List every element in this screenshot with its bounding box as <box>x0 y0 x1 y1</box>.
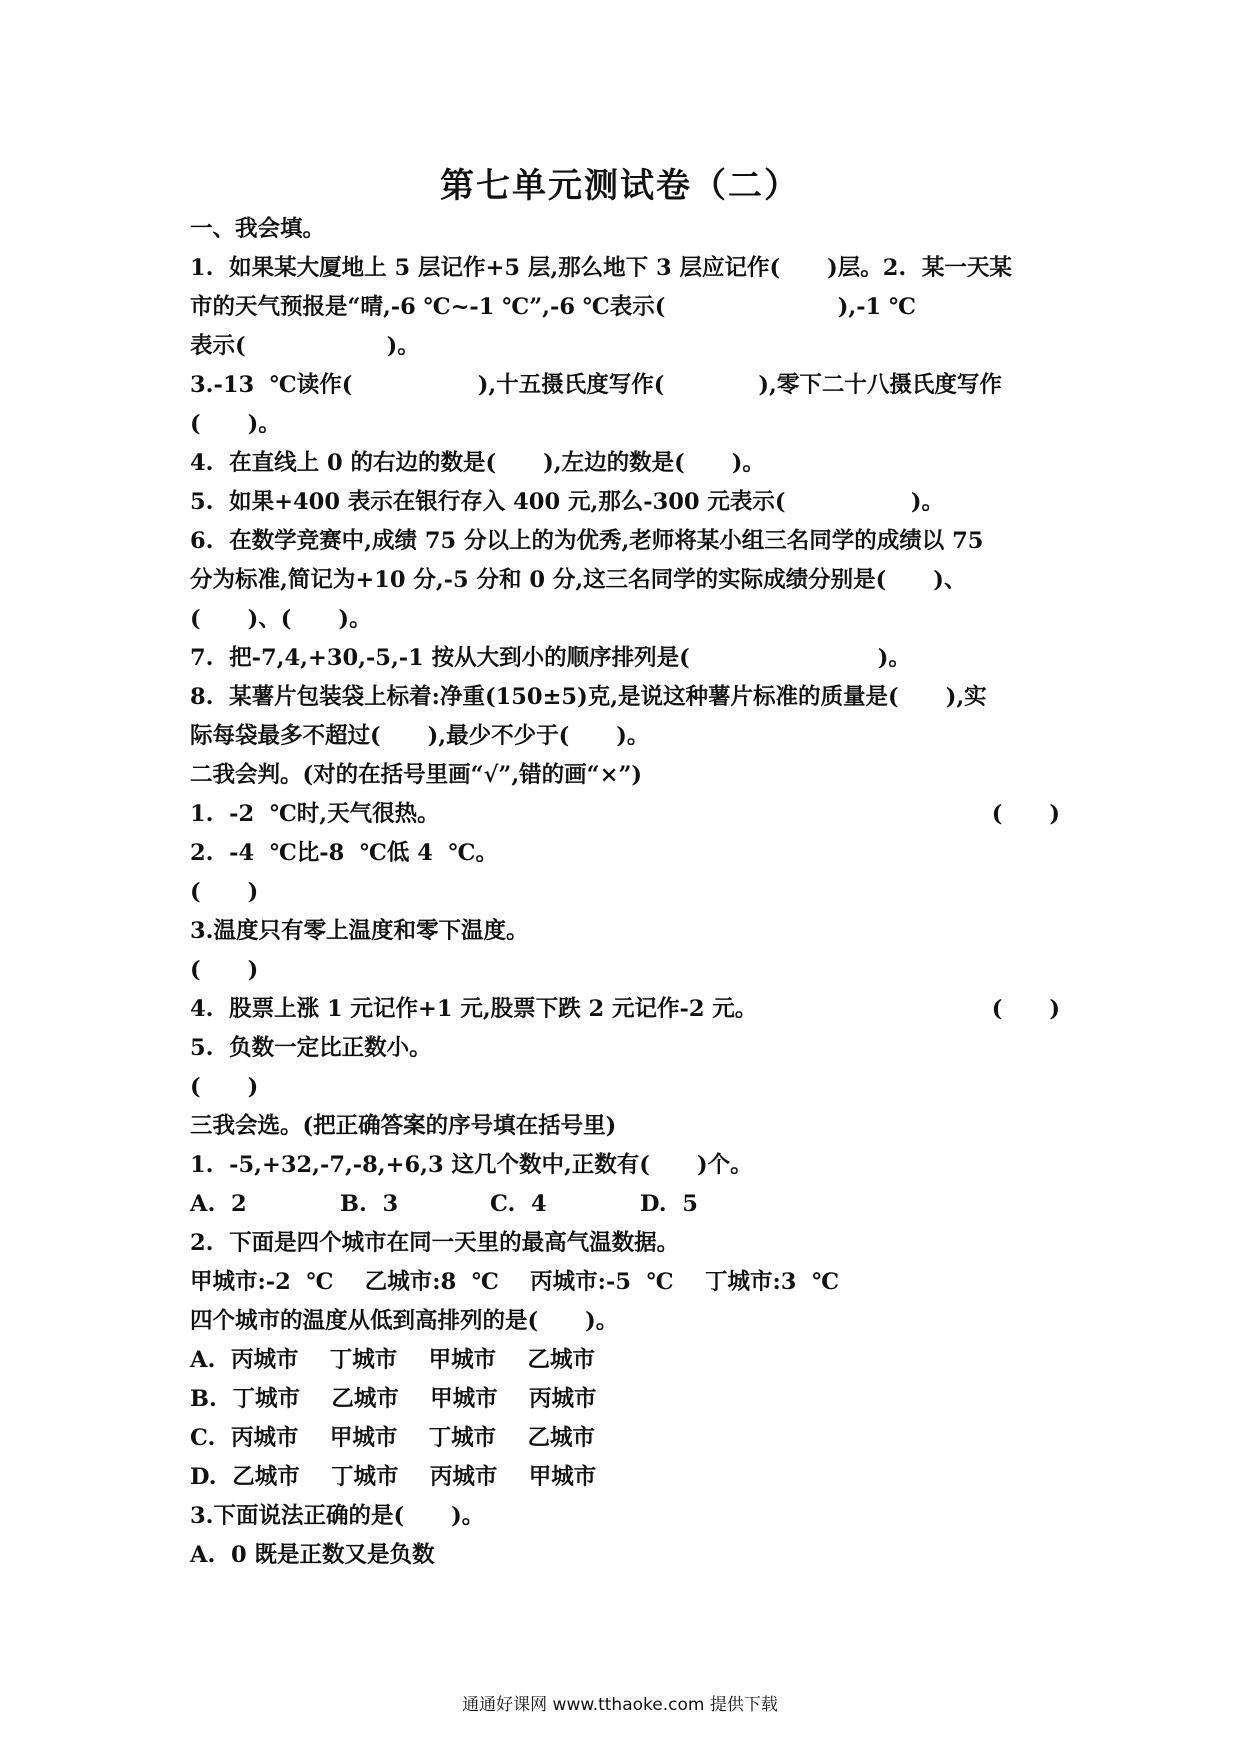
choice-question-text: 3.下面说法正确的是( )。 <box>190 1503 485 1529</box>
section-heading: 三我会选。(把正确答案的序号填在括号里) <box>190 1113 617 1139</box>
question-line: 市的天气预报是“晴,-6 ℃~-1 ℃”,-6 ℃表示( ),-1 ℃ <box>190 294 917 320</box>
option: A. 丙城市 丁城市 甲城市 乙城市 <box>190 1347 595 1373</box>
question-line: 际每袋最多不超过( ),最少不少于( )。 <box>190 723 650 749</box>
judge-question <box>190 795 1060 834</box>
option: D. 乙城市 丁城市 丙城市 甲城市 <box>190 1464 597 1490</box>
judge-question <box>190 990 1060 1029</box>
question-line: ( )。 <box>190 411 281 437</box>
section-heading: 二我会判。(对的在括号里画“√”,错的画“×”) <box>190 762 643 788</box>
judge-question-text: 5. 负数一定比正数小。 <box>190 1035 432 1061</box>
judge-question-text: 3.温度只有零上温度和零下温度。 <box>190 918 529 944</box>
judge-question-text: 1. -2 ℃时,天气很热。 <box>190 801 440 827</box>
section-heading: 一、我会填。 <box>190 216 326 242</box>
answer-parentheses: ( ) <box>190 1074 259 1100</box>
choice-question-text: 四个城市的温度从低到高排列的是( )。 <box>190 1308 619 1334</box>
question-line: 5. 如果+400 表示在银行存入 400 元,那么-300 元表示( )。 <box>190 489 945 515</box>
option: C. 丙城市 甲城市 丁城市 乙城市 <box>190 1425 596 1451</box>
option: C. 4 <box>490 1191 547 1217</box>
option: B. 丁城市 乙城市 甲城市 丙城市 <box>190 1386 597 1412</box>
question-line: 3.-13 ℃读作( ),十五摄氏度写作( ),零下二十八摄氏度写作 <box>190 372 1002 398</box>
question-line: 表示( )。 <box>190 333 420 359</box>
answer-parentheses: ( ) <box>991 801 1060 827</box>
judge-question-text: 2. -4 ℃比-8 ℃低 4 ℃。 <box>190 840 499 866</box>
answer-parentheses: ( ) <box>991 996 1060 1022</box>
choice-options <box>190 1185 1060 1224</box>
question-line: 分为标准,简记为+10 分,-5 分和 0 分,这三名同学的实际成绩分别是( )、 <box>190 567 967 593</box>
temperature-data: 甲城市:-2 ℃ 乙城市:8 ℃ 丙城市:-5 ℃ 丁城市:3 ℃ <box>190 1269 840 1295</box>
question-line: 7. 把-7,4,+30,-5,-1 按从大到小的顺序排列是( )。 <box>190 645 911 671</box>
option: A. 2 <box>190 1191 247 1217</box>
question-line: 8. 某薯片包装袋上标着:净重(150±5)克,是说这种薯片标准的质量是( ),实 <box>190 684 987 710</box>
option: D. 5 <box>640 1191 698 1217</box>
option: B. 3 <box>340 1191 399 1217</box>
choice-question-text: 2. 下面是四个城市在同一天里的最高气温数据。 <box>190 1230 680 1256</box>
choice-question-text: 1. -5,+32,-7,-8,+6,3 这几个数中,正数有( )个。 <box>190 1152 753 1178</box>
question-line: 4. 在直线上 0 的右边的数是( ),左边的数是( )。 <box>190 450 765 476</box>
judge-question-text: 4. 股票上涨 1 元记作+1 元,股票下跌 2 元记作-2 元。 <box>190 996 758 1022</box>
footer-watermark: 通通好课网 www.tthaoke.com 提供下载 <box>462 1695 778 1715</box>
question-line: 1. 如果某大厦地上 5 层记作+5 层,那么地下 3 层应记作( )层。2. 某一天某 <box>190 255 1012 281</box>
answer-parentheses: ( ) <box>190 879 259 905</box>
option: A. 0 既是正数又是负数 <box>190 1542 435 1568</box>
exam-body <box>190 210 1060 1575</box>
page-title: 第七单元测试卷（二） <box>440 166 800 206</box>
question-line: ( )、( )。 <box>190 606 372 632</box>
question-line: 6. 在数学竞赛中,成绩 75 分以上的为优秀,老师将某小组三名同学的成绩以 75 <box>190 528 984 554</box>
answer-parentheses: ( ) <box>190 957 259 983</box>
